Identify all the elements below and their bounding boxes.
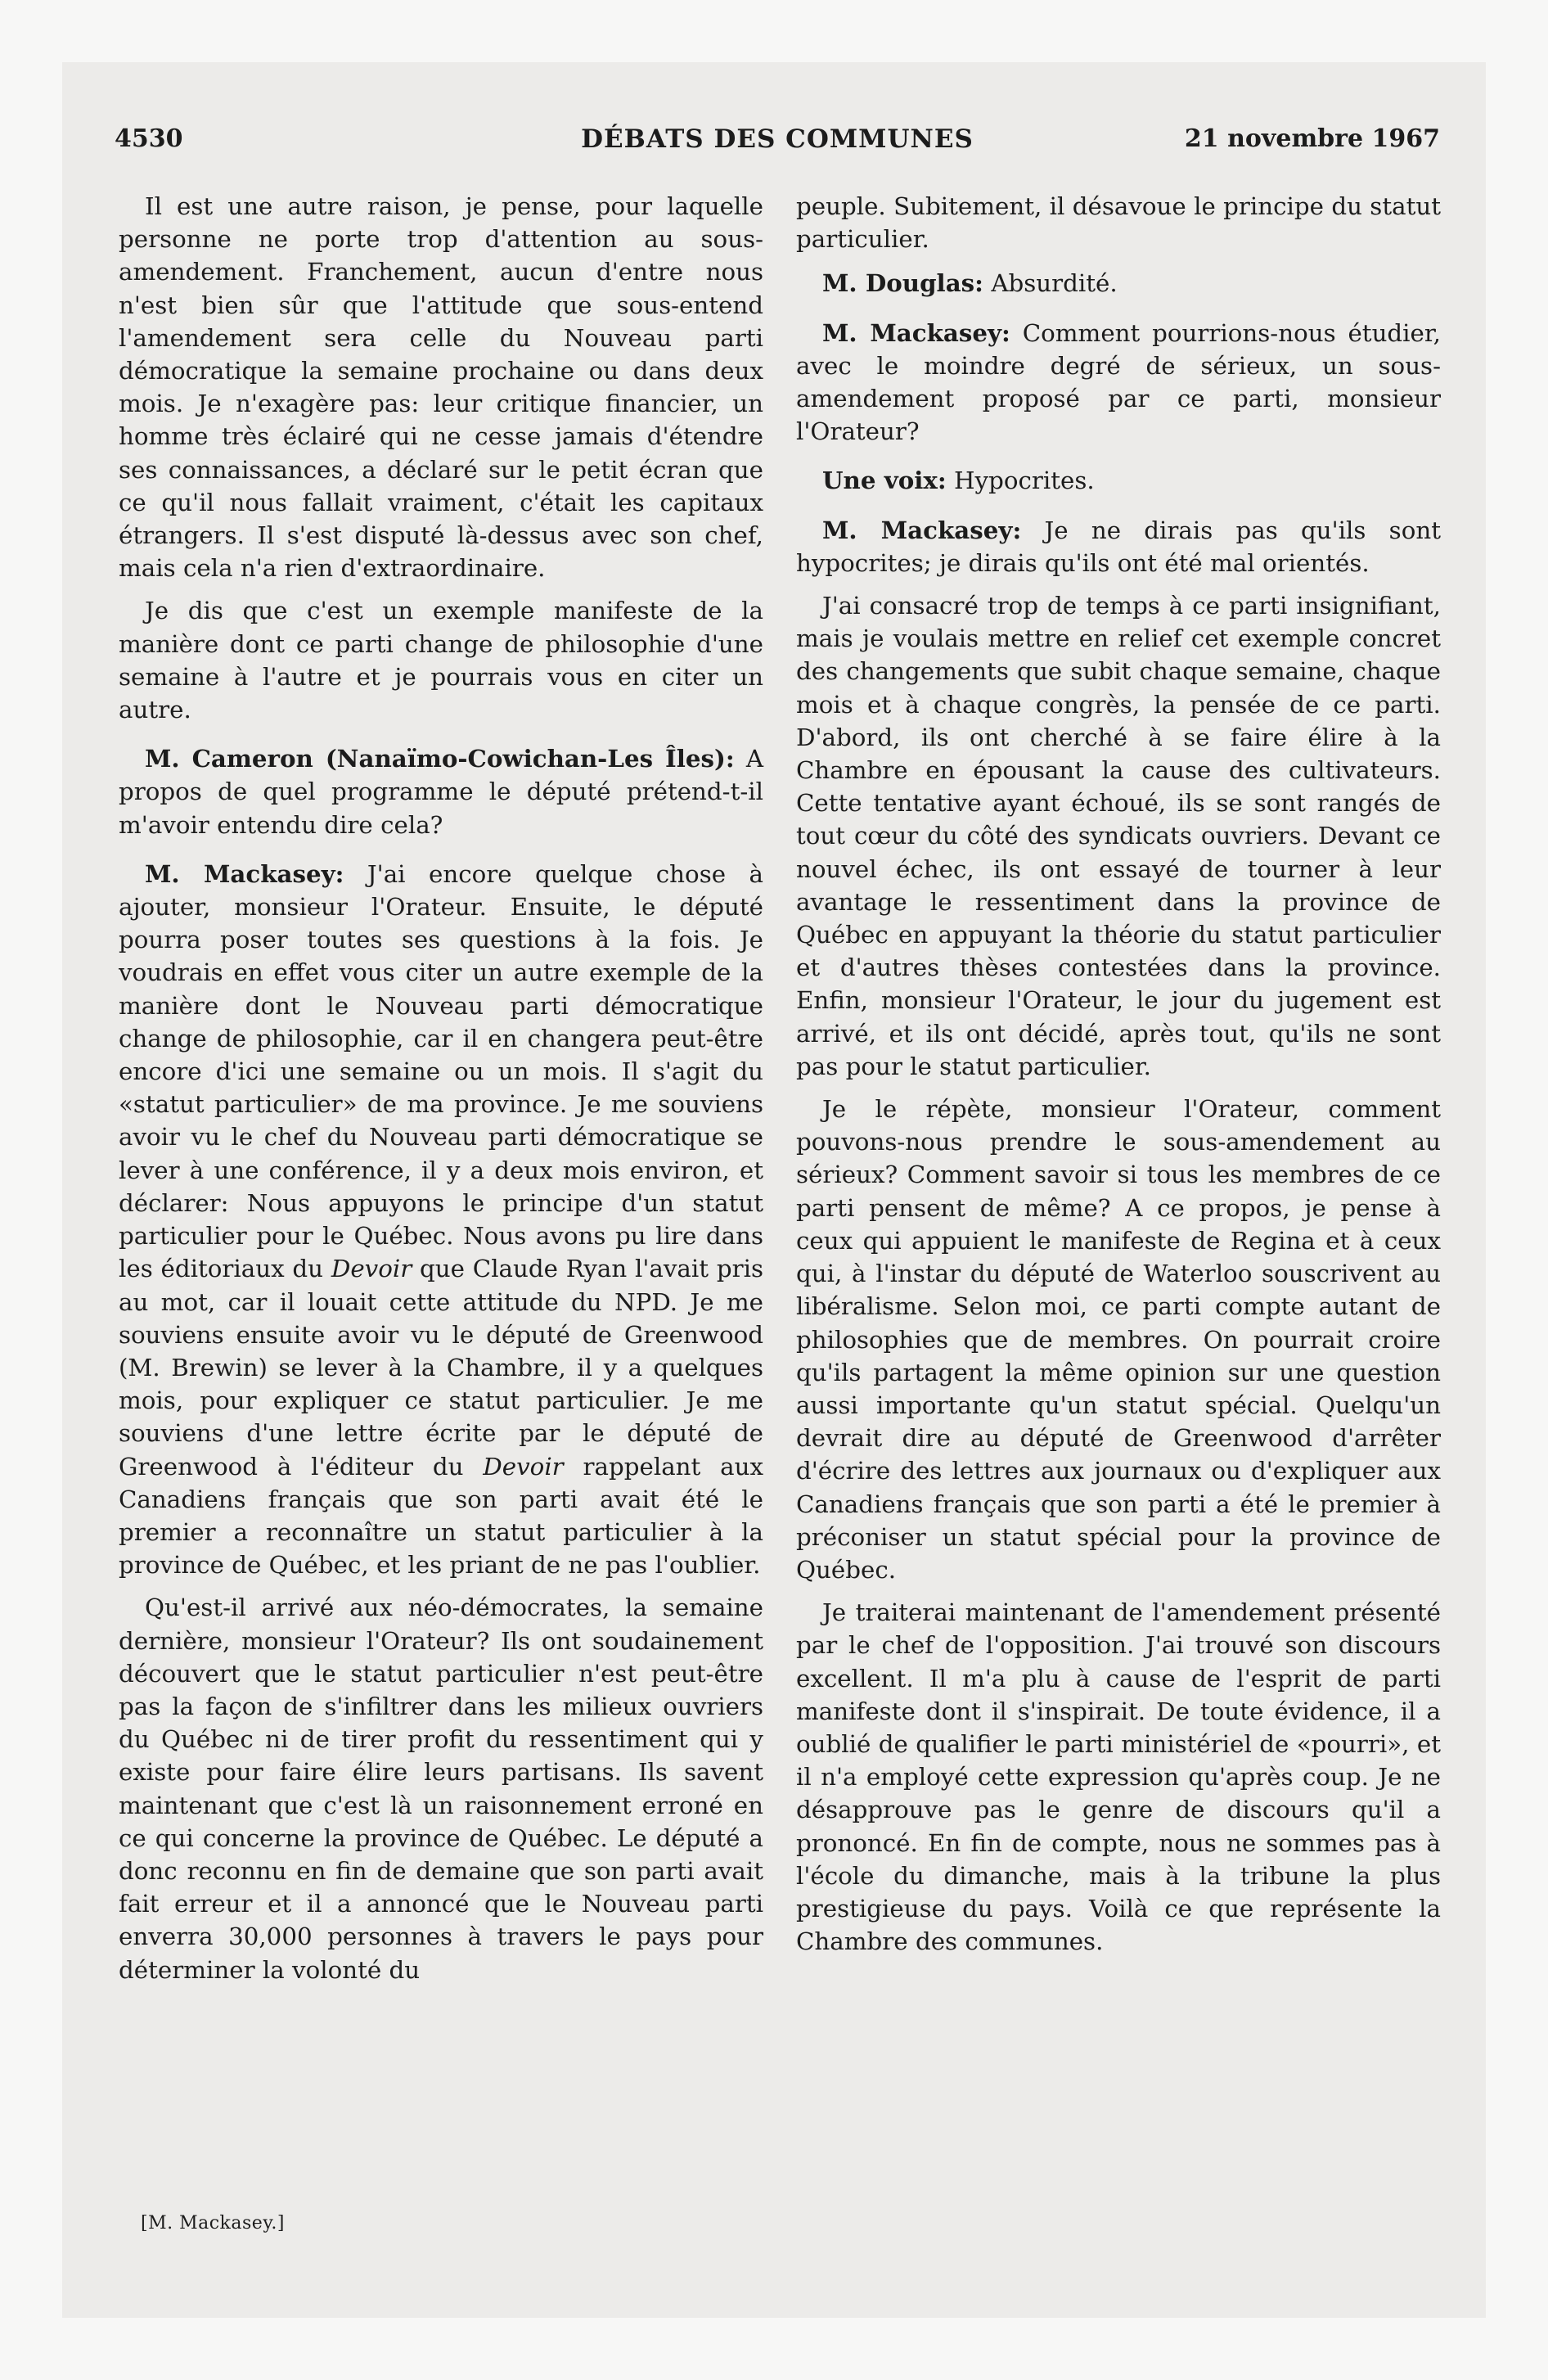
page-header (115, 124, 1440, 164)
speech-text: rappelant aux Canadiens français que son parti avait été le premier a reconnaître un statut particulier à la province de Québec, et les priant de ne pas l'oublier. (119, 1452, 763, 1580)
speech-text: que Claude Ryan l'avait pris au mot, car il louait cette attitude du NPD. Je me souviens ensuite avoir vu le député de Greenwood (M. Brewin) se lever à la Chambre, il y a quelques mois, pour expliquer ce statut particulier. Je me souviens d'une lettre écrite par le député de Greenwood à l'éditeur du (119, 1255, 763, 1481)
newspaper-title: Devoir (331, 1255, 412, 1283)
speech-text: A propos de quel programme le député prétend-t-il m'avoir entendu dire cela? (119, 745, 763, 839)
speaker-name: M. Douglas: (822, 268, 983, 298)
speech-text: Je ne dirais pas qu'ils sont hypocrites; je dirais qu'ils ont été mal orientés. (796, 516, 1441, 577)
left-column (119, 190, 763, 1996)
speaker-name: M. Mackasey: (822, 515, 1022, 544)
speaker-name: M. Mackasey: (145, 859, 344, 888)
right-column (796, 190, 1441, 1968)
publication-title: DÉBATS DES COMMUNES (581, 124, 974, 154)
publication-date: 21 novembre 1967 (1184, 124, 1440, 153)
paragraph: J'ai consacré trop de temps à ce parti insignifiant, mais je voulais mettre en relief cet exemple concret des changements que subit chaque semaine, chaque mois et à chaque congrès, la pensée de ce parti. D'abord, ils ont cherché à se faire élire à la Chambre en épousant la cause des cultivateurs. Cette tentative ayant échoué, ils se sont rangés de tout cœur du côté des syndicats ouvriers. Devant ce nouvel échec, ils ont essayé de tourner à leur avantage le ressentiment dans la province de Québec en appuyant la théorie du statut particulier et d'autres thèses contestées dans la province. Enfin, monsieur l'Orateur, le jour du jugement est arrivé, et ils ont décidé, après tout, qu'ils ne sont pas pour le statut particulier. (796, 592, 1441, 1080)
speech-paragraph (796, 514, 1441, 579)
newspaper-title: Devoir (483, 1452, 564, 1481)
speech-paragraph (796, 267, 1441, 300)
speaker-name: Une voix: (822, 466, 947, 495)
speaker-name: M. Mackasey: (822, 318, 1010, 347)
paragraph: Je traiterai maintenant de l'amendement présenté par le chef de l'opposition. J'ai trouvé son discours excellent. Il m'a plu à cause de l'esprit de parti manifeste dont il s'inspirait. De toute évidence, il a oublié de qualifier le parti ministériel de «pourri», et il n'a employé cette expression qu'après coup. Je ne désapprouve pas le genre de discours qu'il a prononcé. En fin de compte, nous ne sommes pas à l'école du dimanche, mais à la tribune la plus prestigieuse du pays. Voilà ce que représente la Chambre des communes. (796, 1598, 1441, 1956)
paragraph-continued: peuple. Subitement, il désavoue le principe du statut particulier. (796, 192, 1441, 254)
speech-text: Comment pourrions-nous étudier, avec le moindre degré de sérieux, un sous-amendement proposé par ce parti, monsieur l'Orateur? (796, 318, 1441, 446)
speaker-name: M. Cameron (Nanaïmo-Cowichan-Les Îles): (145, 744, 735, 773)
page-number: 4530 (115, 124, 183, 153)
speech-text: Absurdité. (991, 269, 1118, 298)
paragraph: Je le répète, monsieur l'Orateur, comment pouvons-nous prendre le sous-amendement au sérieux? Comment savoir si tous les membres de ce parti pensent de même? A ce propos, je pense à ceux qui appuient le manifeste de Regina et à ceux qui, à l'instar du député de Waterloo souscrivent au libéralisme. Selon moi, ce parti compte autant de philosophies que de membres. On pourrait croire qu'ils partagent la même opinion sur une question aussi importante qu'un statut spécial. Quelqu'un devrait dire au député de Greenwood d'arrêter d'écrire des lettres aux journaux ou d'expliquer aux Canadiens français que son parti a été le premier à préconiser un statut spécial pour la province de Québec. (796, 1095, 1441, 1584)
paragraph: Il est une autre raison, je pense, pour laquelle personne ne porte trop d'attention au sous-amendement. Franchement, aucun d'entre nous n'est bien sûr que l'attitude que sous-entend l'amendement sera celle du Nouveau parti démocratique la semaine prochaine ou dans deux mois. Je n'exagère pas: leur critique financier, un homme très éclairé qui ne cesse jamais d'étendre ses connaissances, a déclaré sur le petit écran que ce qu'il nous fallait vraiment, c'était les capitaux étrangers. Il s'est disputé là-dessus avec son chef, mais cela n'a rien d'extraordinaire. (119, 192, 763, 583)
speech-paragraph (796, 317, 1441, 449)
paragraph: Qu'est-il arrivé aux néo-démocrates, la semaine dernière, monsieur l'Orateur? Ils ont soudainement découvert que le statut particulier n'est peut-être pas la façon de s'infiltrer dans les milieux ouvriers du Québec ni de tirer profit du ressentiment qui y existe pour faire élire leurs partisans. Ils savent maintenant que c'est là un raisonnement erroné en ce qui concerne la province de Québec. Le député a donc reconnu en fin de demaine que son parti avait fait erreur et il a annoncé que le Nouveau parti enverra 30,000 personnes à travers le pays pour déterminer la volonté du (119, 1593, 763, 1984)
speech-paragraph (119, 742, 763, 841)
speaker-attribution: [M. Mackasey.] (141, 2213, 285, 2234)
paragraph: Je dis que c'est un exemple manifeste de la manière dont ce parti change de philosophie d'une semaine à l'autre et je pourrais vous en citer un autre. (119, 597, 763, 724)
speech-paragraph (796, 464, 1441, 497)
speech-paragraph (119, 858, 763, 1581)
speech-text: Hypocrites. (954, 467, 1095, 495)
speech-text: J'ai encore quelque chose à ajouter, monsieur l'Orateur. Ensuite, le député pourra poser toutes ses questions à la fois. Je voudrais en effet vous citer un autre exemple de la manière dont le Nouveau parti démocratique change de philosophie, car il en changera peut-être encore d'ici une semaine ou un mois. Il s'agit du «statut particulier» de ma province. Je me souviens avoir vu le chef du Nouveau parti démocratique se lever à une conférence, il y a deux mois environ, et déclarer: Nous appuyons le principe d'un statut particulier pour le Québec. Nous avons pu lire dans les éditoriaux du (119, 859, 763, 1283)
